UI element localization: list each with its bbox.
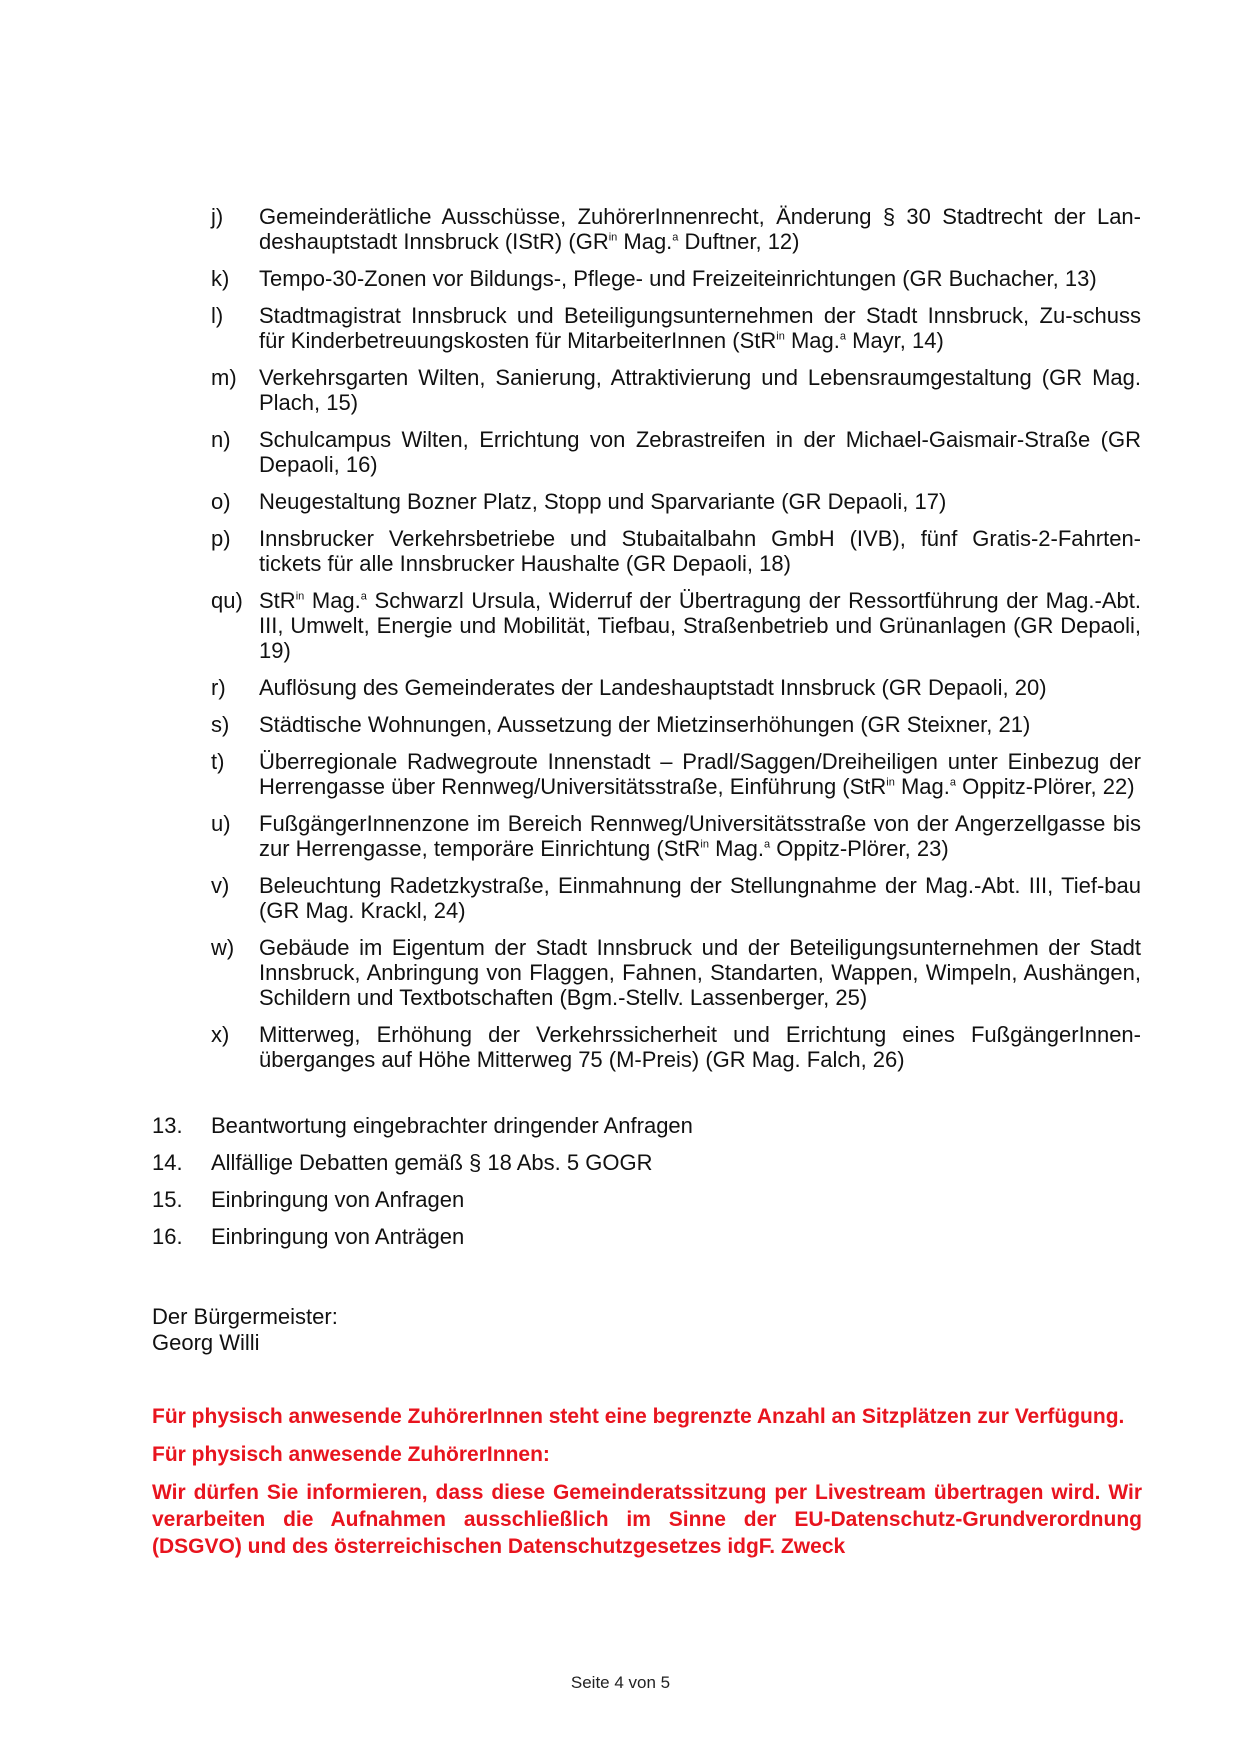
- subitem-letter: qu): [211, 588, 243, 613]
- audience-notice: [152, 1403, 1142, 1571]
- subitem-letter: j): [211, 204, 224, 229]
- subitem-letter: r): [211, 675, 226, 700]
- agenda-subitem: [211, 266, 1141, 291]
- signature-role: Der Bürgermeister:: [152, 1304, 338, 1329]
- subitem-text: Mitterweg, Erhöhung der Verkehrssicherheit und Errichtung eines FußgängerInnen-überganges auf Höhe Mitterweg 75 (M-Preis) (GR Mag. Falch, 26): [259, 1022, 1141, 1072]
- agenda-subitem: [211, 427, 1141, 477]
- subitem-text: Verkehrsgarten Wilten, Sanierung, Attraktivierung und Lebensraumgestaltung (GR Mag. Plach, 15): [259, 365, 1141, 415]
- agenda-item: [152, 1224, 1142, 1249]
- agenda-subitem: [211, 1022, 1141, 1072]
- item-number: 13.: [152, 1113, 183, 1138]
- agenda-subitem: [211, 712, 1141, 737]
- agenda-item: [152, 1113, 1142, 1138]
- notice-paragraph-heading: Für physisch anwesende ZuhörerInnen:: [152, 1443, 550, 1466]
- item-number: 16.: [152, 1224, 183, 1249]
- notice-paragraph-livestream: Wir dürfen Sie informieren, dass diese Gemeinderatssitzung per Livestream übertragen wird. Wir verarbeiten die Aufnahmen ausschließlich im Sinne der EU-Datenschutz-Grundverordnung (DSGVO) und des österreichischen Datenschutzgesetzes idgF. Zweck: [152, 1481, 1142, 1558]
- agenda-subitem: [211, 489, 1141, 514]
- subitem-letter: k): [211, 266, 230, 291]
- subitem-text: Innsbrucker Verkehrsbetriebe und Stubaitalbahn GmbH (IVB), fünf Gratis-2-Fahrten-tickets für alle Innsbrucker Haushalte (GR Depaoli, 18): [259, 526, 1141, 576]
- subitem-text: Gemeinderätliche Ausschüsse, ZuhörerInnenrecht, Änderung § 30 Stadtrecht der Lan-deshauptstadt Innsbruck (IStR) ($GR^{in}$ Mag.$^a$ Duftner, 12): [259, 204, 1141, 254]
- subitem-text: Schulcampus Wilten, Errichtung von Zebrastreifen in der Michael-Gaismair-Straße (GR Depaoli, 16): [259, 427, 1141, 477]
- subitem-text: Auflösung des Gemeinderates der Landeshauptstadt Innsbruck (GR Depaoli, 20): [259, 675, 1047, 700]
- page-number-footer: Seite 4 von 5: [570, 1673, 671, 1692]
- subitem-text: Tempo-30-Zonen vor Bildungs-, Pflege- und Freizeiteinrichtungen (GR Buchacher, 13): [259, 266, 1097, 291]
- agenda-subitem: [211, 749, 1141, 799]
- agenda-subitem: [211, 935, 1141, 1010]
- agenda-subitem: [211, 588, 1141, 663]
- subitem-letter: u): [211, 811, 231, 836]
- signature-block: [152, 1304, 338, 1356]
- subitem-text: StR$^{in}$ Mag.$^a$ Schwarzl Ursula, Widerruf der Übertragung der Ressortführung der Mag.-Abt. III, Umwelt, Energie und Mobilität, Tiefbau, Straßenbetrieb und Grünanlagen (GR Depaoli, 19): [259, 588, 1141, 663]
- subitem-letter: n): [211, 427, 231, 452]
- subitem-text: Neugestaltung Bozner Platz, Stopp und Sparvariante (GR Depaoli, 17): [259, 489, 947, 514]
- subitem-text: FußgängerInnenzone im Bereich Rennweg/Universitätsstraße von der Angerzellgasse bis zur Herrengasse, temporäre Einrichtung (StR$^{in}$ Mag.$^a$ Oppitz-Plörer, 23): [259, 811, 1141, 861]
- agenda-subitem: [211, 526, 1141, 576]
- subitem-text: Städtische Wohnungen, Aussetzung der Mietzinserhöhungen (GR Steixner, 21): [259, 712, 1031, 737]
- notice-paragraph-seats: Für physisch anwesende ZuhörerInnen steht eine begrenzte Anzahl an Sitzplätzen zur Verfügung.: [152, 1405, 1125, 1428]
- subitem-text: Stadtmagistrat Innsbruck und Beteiligungsunternehmen der Stadt Innsbruck, Zu-schuss für Kinderbetreuungskosten für MitarbeiterInnen (StR$^{in}$ Mag.$^a$ Mayr, 14): [259, 303, 1141, 353]
- subitem-letter: w): [211, 935, 235, 960]
- item-text: Beantwortung eingebrachter dringender Anfragen: [211, 1113, 693, 1138]
- subitem-text: Überregionale Radwegroute Innenstadt – Pradl/Saggen/Dreiheiligen unter Einbezug der Herrengasse über Rennweg/Universitätsstraße, Einführung (StR$^{in}$ Mag.$^a$ Oppitz-Plörer, 22): [259, 749, 1141, 799]
- agenda-subitem: [211, 365, 1141, 415]
- agenda-subitem: [211, 675, 1141, 700]
- subitem-letter: s): [211, 712, 230, 737]
- agenda-item: [152, 1150, 1142, 1175]
- subitem-letter: x): [211, 1022, 230, 1047]
- item-text: Allfällige Debatten gemäß § 18 Abs. 5 GOGR: [211, 1150, 653, 1175]
- agenda-sublist: [211, 204, 1141, 1084]
- item-text: Einbringung von Anträgen: [211, 1224, 465, 1249]
- signature-name: Georg Willi: [152, 1330, 260, 1355]
- agenda-subitem: [211, 303, 1141, 353]
- subitem-letter: v): [211, 873, 230, 898]
- item-number: 15.: [152, 1187, 183, 1212]
- item-text: Einbringung von Anfragen: [211, 1187, 465, 1212]
- agenda-subitem: [211, 811, 1141, 861]
- agenda-subitem: [211, 873, 1141, 923]
- item-number: 14.: [152, 1150, 183, 1175]
- subitem-letter: p): [211, 526, 231, 551]
- subitem-letter: m): [211, 365, 237, 390]
- subitem-letter: t): [211, 749, 225, 774]
- subitem-letter: o): [211, 489, 231, 514]
- agenda-subitem: [211, 204, 1141, 254]
- subitem-text: Beleuchtung Radetzkystraße, Einmahnung der Stellungnahme der Mag.-Abt. III, Tief-bau (GR Mag. Krackl, 24): [259, 873, 1141, 923]
- agenda-numbered-list: [152, 1113, 1142, 1261]
- subitem-letter: l): [211, 303, 224, 328]
- agenda-item: [152, 1187, 1142, 1212]
- subitem-text: Gebäude im Eigentum der Stadt Innsbruck und der Beteiligungsunternehmen der Stadt Innsbruck, Anbringung von Flaggen, Fahnen, Standarten, Wappen, Wimpeln, Aushängen, Schildern und Textbotschaften (Bgm.-Stellv. Lassenberger, 25): [259, 935, 1141, 1010]
